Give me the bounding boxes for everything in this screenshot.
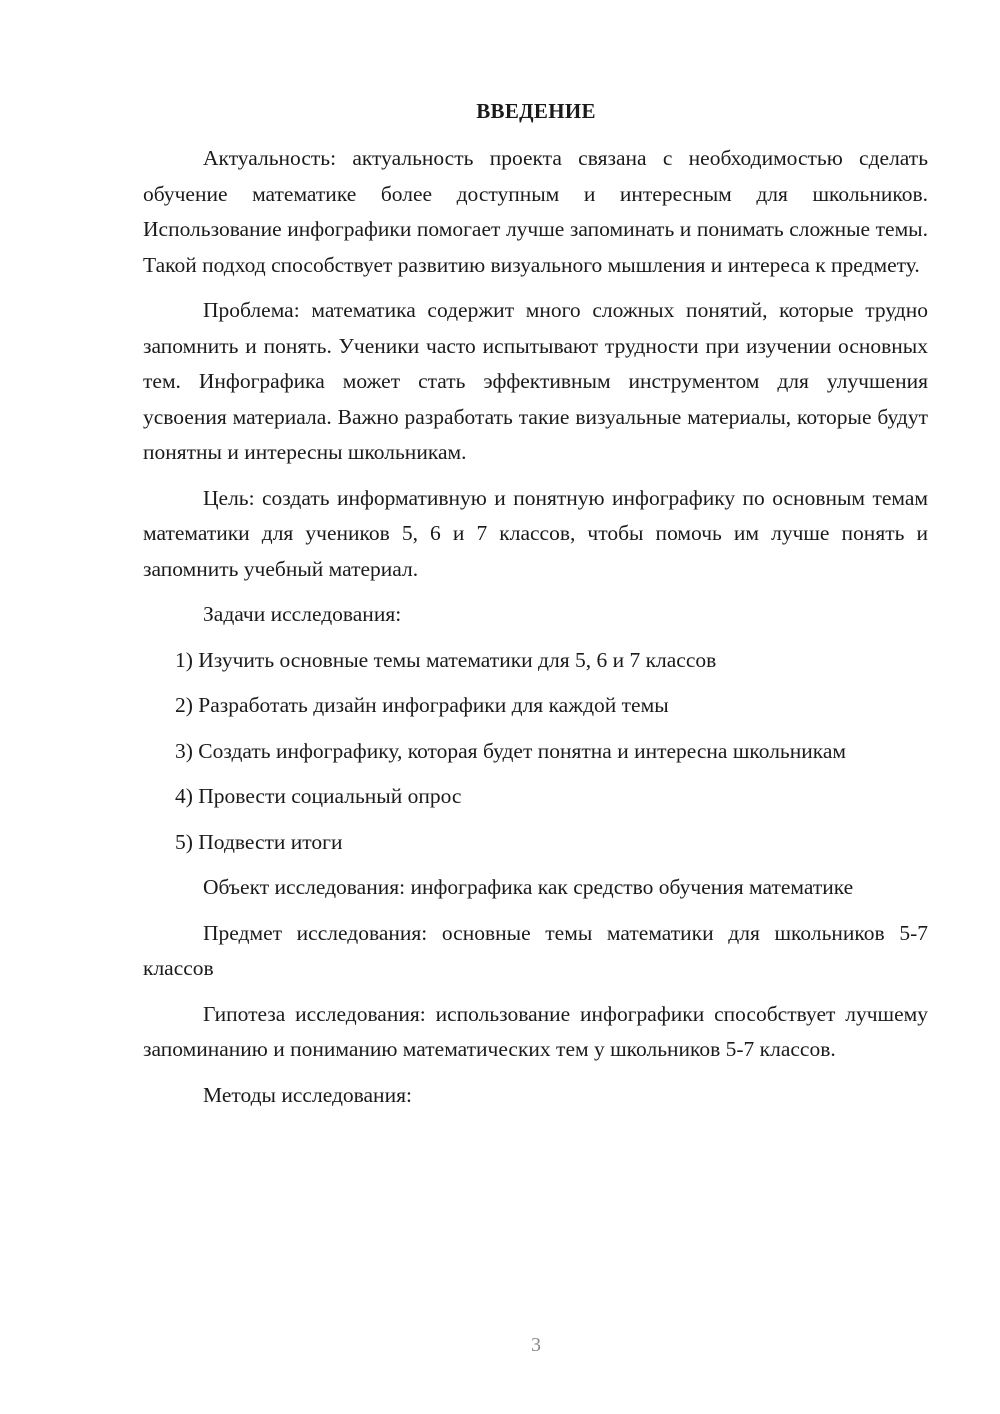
paragraph-goal: Цель: создать информативную и понятную инфографику по основным темам математики для учеников 5, 6 и 7 классов, чтобы помочь им лучше понять и запомнить учебный материал. [143, 485, 928, 581]
page-number: 3 [531, 1334, 541, 1356]
list-item: 5) Подвести итоги [175, 829, 343, 854]
paragraph-methods-heading: Методы исследования: [203, 1082, 412, 1107]
paragraph-relevance: Актуальность: актуальность проекта связана с необходимостью сделать обучение математике более доступным и интересным для школьников. Использование инфографики помогает лучше запоминать и понимать сложные темы. Такой подход способствует развитию визуального мышления и интереса к предмету. [143, 146, 928, 277]
paragraph-problem: Проблема: математика содержит много сложных понятий, которые трудно запомнить и понять. Ученики часто испытывают трудности при изучении основных тем. Инфографика может стать эффективным инструментом для улучшения усвоения материала. Важно разработать такие визуальные материалы, которые будут понятны и интересны школьникам. [143, 298, 928, 464]
list-item: 2) Разработать дизайн инфографики для каждой темы [175, 693, 669, 717]
paragraph-hypothesis: Гипотеза исследования: использование инфографики способствует лучшему запоминанию и пониманию математических тем у школьников 5-7 классов. [143, 1001, 928, 1061]
list-item: 3) Создать инфографику, которая будет понятна и интересна школьникам [175, 738, 847, 763]
paragraph-tasks-heading: Задачи исследования: [203, 602, 402, 626]
tasks-list [143, 643, 928, 861]
document-body [143, 141, 928, 1113]
list-item: 4) Провести социальный опрос [175, 784, 462, 808]
paragraph-object: Объект исследования: инфографика как средство обучения математике [203, 875, 854, 899]
paragraph-subject: Предмет исследования: основные темы математики для школьников 5-7 классов [143, 920, 928, 980]
list-item: 1) Изучить основные темы математики для 5, 6 и 7 классов [175, 647, 717, 672]
section-title: ВВЕДЕНИЕ [476, 99, 596, 123]
